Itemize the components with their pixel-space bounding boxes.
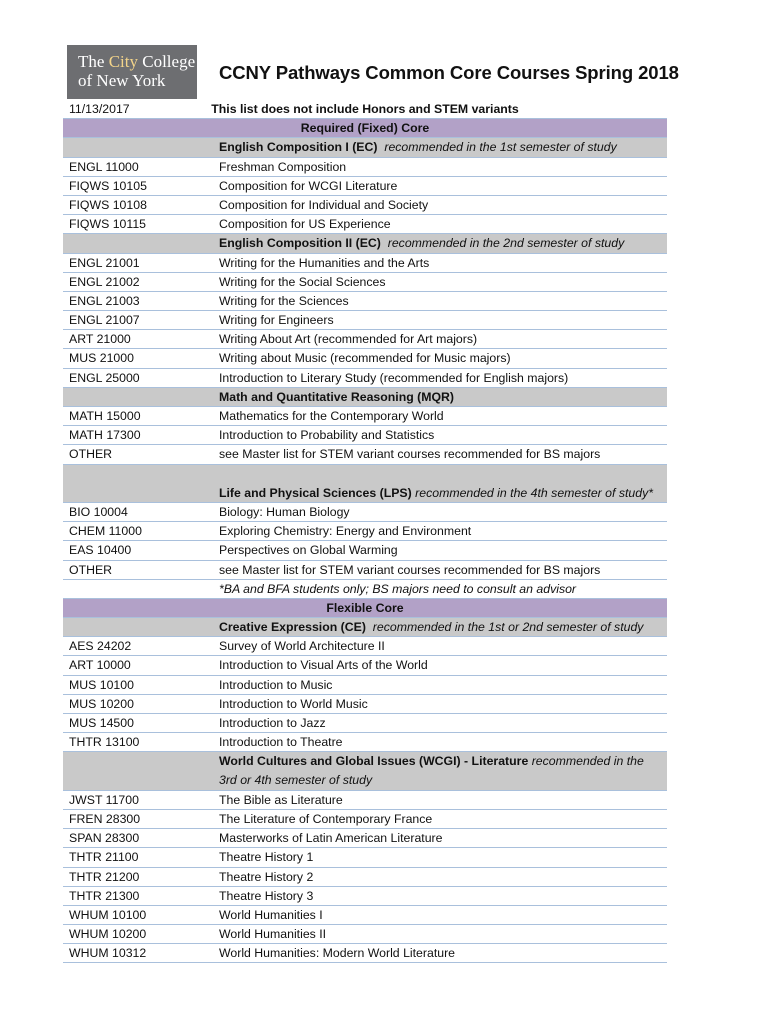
category-row xyxy=(63,618,667,637)
course-title: The Bible as Literature xyxy=(219,792,343,807)
category-note: recommended in the 4th semester of study* xyxy=(415,485,654,500)
section-header xyxy=(63,119,667,138)
footnote-text: *BA and BFA students only; BS majors need to consult an advisor xyxy=(219,581,577,596)
ccny-logo xyxy=(67,45,197,99)
course-row xyxy=(63,177,667,196)
course-row xyxy=(63,829,667,848)
category-note: recommended in the 3rd or 4th semester of study xyxy=(219,754,644,787)
category-label xyxy=(219,618,643,636)
course-row xyxy=(63,445,667,464)
category-label xyxy=(219,234,624,252)
course-code: BIO 10004 xyxy=(69,504,128,519)
category-note: recommended in the 1st or 2nd semester of study xyxy=(372,620,644,635)
course-title: Writing About Art (recommended for Art majors) xyxy=(219,332,478,347)
course-title: Exploring Chemistry: Energy and Environment xyxy=(219,524,472,539)
course-code: FIQWS 10115 xyxy=(69,217,146,232)
course-code: OTHER xyxy=(69,562,113,577)
course-title: World Humanities: Modern World Literature xyxy=(219,946,456,961)
course-title: Writing for the Humanities and the Arts xyxy=(219,255,430,270)
course-code: ENGL 11000 xyxy=(69,159,139,174)
course-title: Freshman Composition xyxy=(219,159,347,174)
section-title: Required (Fixed) Core xyxy=(300,121,430,136)
course-code: ENGL 21007 xyxy=(69,313,140,328)
course-code: THTR 13100 xyxy=(69,735,140,750)
course-row xyxy=(63,791,667,810)
course-code: THTR 21100 xyxy=(69,850,139,865)
course-code: MUS 10200 xyxy=(69,696,134,711)
course-title: Writing for the Sciences xyxy=(219,293,349,308)
course-code: EAS 10400 xyxy=(69,543,132,558)
course-code: MATH 15000 xyxy=(69,409,141,423)
course-code: WHUM 10100 xyxy=(69,907,147,922)
logo-line-2: of New York xyxy=(78,71,166,90)
course-code: AES 24202 xyxy=(69,639,132,654)
page-title: CCNY Pathways Common Core Courses Spring 2018 xyxy=(219,62,679,83)
course-row xyxy=(63,158,667,177)
course-row xyxy=(63,311,667,330)
course-title: World Humanities I xyxy=(219,907,323,922)
course-row xyxy=(63,292,667,311)
course-row xyxy=(63,944,667,963)
course-title: Theatre History 3 xyxy=(219,888,314,903)
course-title: Perspectives on Global Warming xyxy=(219,543,398,558)
category-row xyxy=(63,752,667,790)
course-row xyxy=(63,349,667,368)
course-title: Introduction to Visual Arts of the World xyxy=(219,658,428,673)
course-row xyxy=(63,868,667,887)
course-title: Survey of World Architecture II xyxy=(219,639,385,654)
subtitle: This list does not include Honors and STEM variants xyxy=(211,102,519,116)
course-code: MUS 21000 xyxy=(69,351,134,366)
course-code: ENGL 25000 xyxy=(69,370,140,385)
course-code: THTR 21300 xyxy=(69,888,140,903)
course-row xyxy=(63,810,667,829)
course-title: Composition for Individual and Society xyxy=(219,197,429,212)
course-code: WHUM 10200 xyxy=(69,927,147,942)
course-row xyxy=(63,656,667,675)
category-row xyxy=(63,234,667,253)
course-row xyxy=(63,541,667,560)
category-name: English Composition I (EC) xyxy=(219,140,378,155)
course-row xyxy=(63,215,667,234)
category-row xyxy=(63,388,667,407)
category-row xyxy=(63,138,667,157)
course-code: MUS 10100 xyxy=(69,677,134,692)
course-row xyxy=(63,407,667,426)
logo-word-college: College xyxy=(137,52,196,71)
course-row xyxy=(63,676,667,695)
course-row xyxy=(63,330,667,349)
category-row xyxy=(63,465,667,503)
course-row xyxy=(63,848,667,867)
course-title: Theatre History 1 xyxy=(219,850,314,865)
logo-word-city: City xyxy=(108,52,138,71)
date-row xyxy=(63,100,667,119)
course-row xyxy=(63,196,667,215)
course-title: Introduction to Theatre xyxy=(219,735,343,750)
course-row xyxy=(63,714,667,733)
course-title: see Master list for STEM variant courses recommended for BS majors xyxy=(219,447,601,462)
course-title: World Humanities II xyxy=(219,927,327,942)
course-row xyxy=(63,637,667,656)
course-title: Biology: Human Biology xyxy=(219,504,350,519)
course-title: Introduction to Probability and Statistics xyxy=(219,428,435,443)
course-row xyxy=(63,254,667,273)
course-title: Masterworks of Latin American Literature xyxy=(219,831,443,846)
date-label: 11/13/2017 xyxy=(69,102,130,116)
course-title: Writing about Music (recommended for Music majors) xyxy=(219,351,511,366)
category-name: Life and Physical Sciences (LPS) xyxy=(219,485,412,500)
category-label xyxy=(219,484,653,502)
course-code: OTHER xyxy=(69,447,113,462)
category-note: recommended in the 2nd semester of study xyxy=(387,236,625,251)
category-name: World Cultures and Global Issues (WCGI) - Literature xyxy=(219,754,529,769)
course-row xyxy=(63,503,667,522)
section-header xyxy=(63,599,667,618)
course-row xyxy=(63,887,667,906)
logo-word-the: The xyxy=(78,52,109,71)
footnote-row xyxy=(63,580,667,599)
course-title: Writing for Engineers xyxy=(219,313,334,328)
course-row xyxy=(63,273,667,292)
category-label xyxy=(219,752,649,789)
course-code: SPAN 28300 xyxy=(69,831,140,846)
course-title: Introduction to Jazz xyxy=(219,716,326,731)
course-title: see Master list for STEM variant courses recommended for BS majors xyxy=(219,562,601,577)
course-row xyxy=(63,906,667,925)
course-title: Theatre History 2 xyxy=(219,869,314,884)
course-code: FIQWS 10108 xyxy=(69,197,147,212)
course-code: FIQWS 10105 xyxy=(69,178,147,193)
category-name: Creative Expression (CE) xyxy=(219,620,366,635)
course-table xyxy=(63,100,667,963)
category-name: English Composition II (EC) xyxy=(219,236,381,251)
category-label xyxy=(219,138,617,156)
course-row xyxy=(63,733,667,752)
course-code: ART 21000 xyxy=(69,332,131,347)
course-code: WHUM 10312 xyxy=(69,946,147,961)
table-body xyxy=(63,119,667,963)
course-title: Composition for US Experience xyxy=(219,217,391,232)
course-title: Composition for WCGI Literature xyxy=(219,178,398,193)
course-code: CHEM 11000 xyxy=(69,524,142,539)
course-code: JWST 11700 xyxy=(69,792,139,807)
course-code: MUS 14500 xyxy=(69,716,134,731)
course-code: FREN 28300 xyxy=(69,811,141,826)
course-title: Introduction to World Music xyxy=(219,696,368,711)
course-title: Introduction to Literary Study (recommended for English majors) xyxy=(219,370,569,385)
course-code: MATH 17300 xyxy=(69,428,141,443)
course-code: ENGL 21001 xyxy=(69,255,140,270)
course-code: ENGL 21003 xyxy=(69,293,140,308)
course-code: THTR 21200 xyxy=(69,869,140,884)
course-row xyxy=(63,426,667,445)
course-title: Introduction to Music xyxy=(219,677,333,692)
course-row xyxy=(63,561,667,580)
course-title: The Literature of Contemporary France xyxy=(219,811,433,826)
course-row xyxy=(63,369,667,388)
course-row xyxy=(63,925,667,944)
course-title: Writing for the Social Sciences xyxy=(219,274,386,289)
course-code: ENGL 21002 xyxy=(69,274,140,289)
course-row xyxy=(63,522,667,541)
course-row xyxy=(63,695,667,714)
logo-line-1 xyxy=(78,52,197,71)
category-name: Math and Quantitative Reasoning (MQR) xyxy=(219,389,455,404)
course-code: ART 10000 xyxy=(69,658,131,673)
course-title: Mathematics for the Contemporary World xyxy=(219,409,444,423)
category-note: recommended in the 1st semester of study xyxy=(384,140,617,155)
category-label xyxy=(219,388,454,406)
section-title: Flexible Core xyxy=(326,600,404,615)
